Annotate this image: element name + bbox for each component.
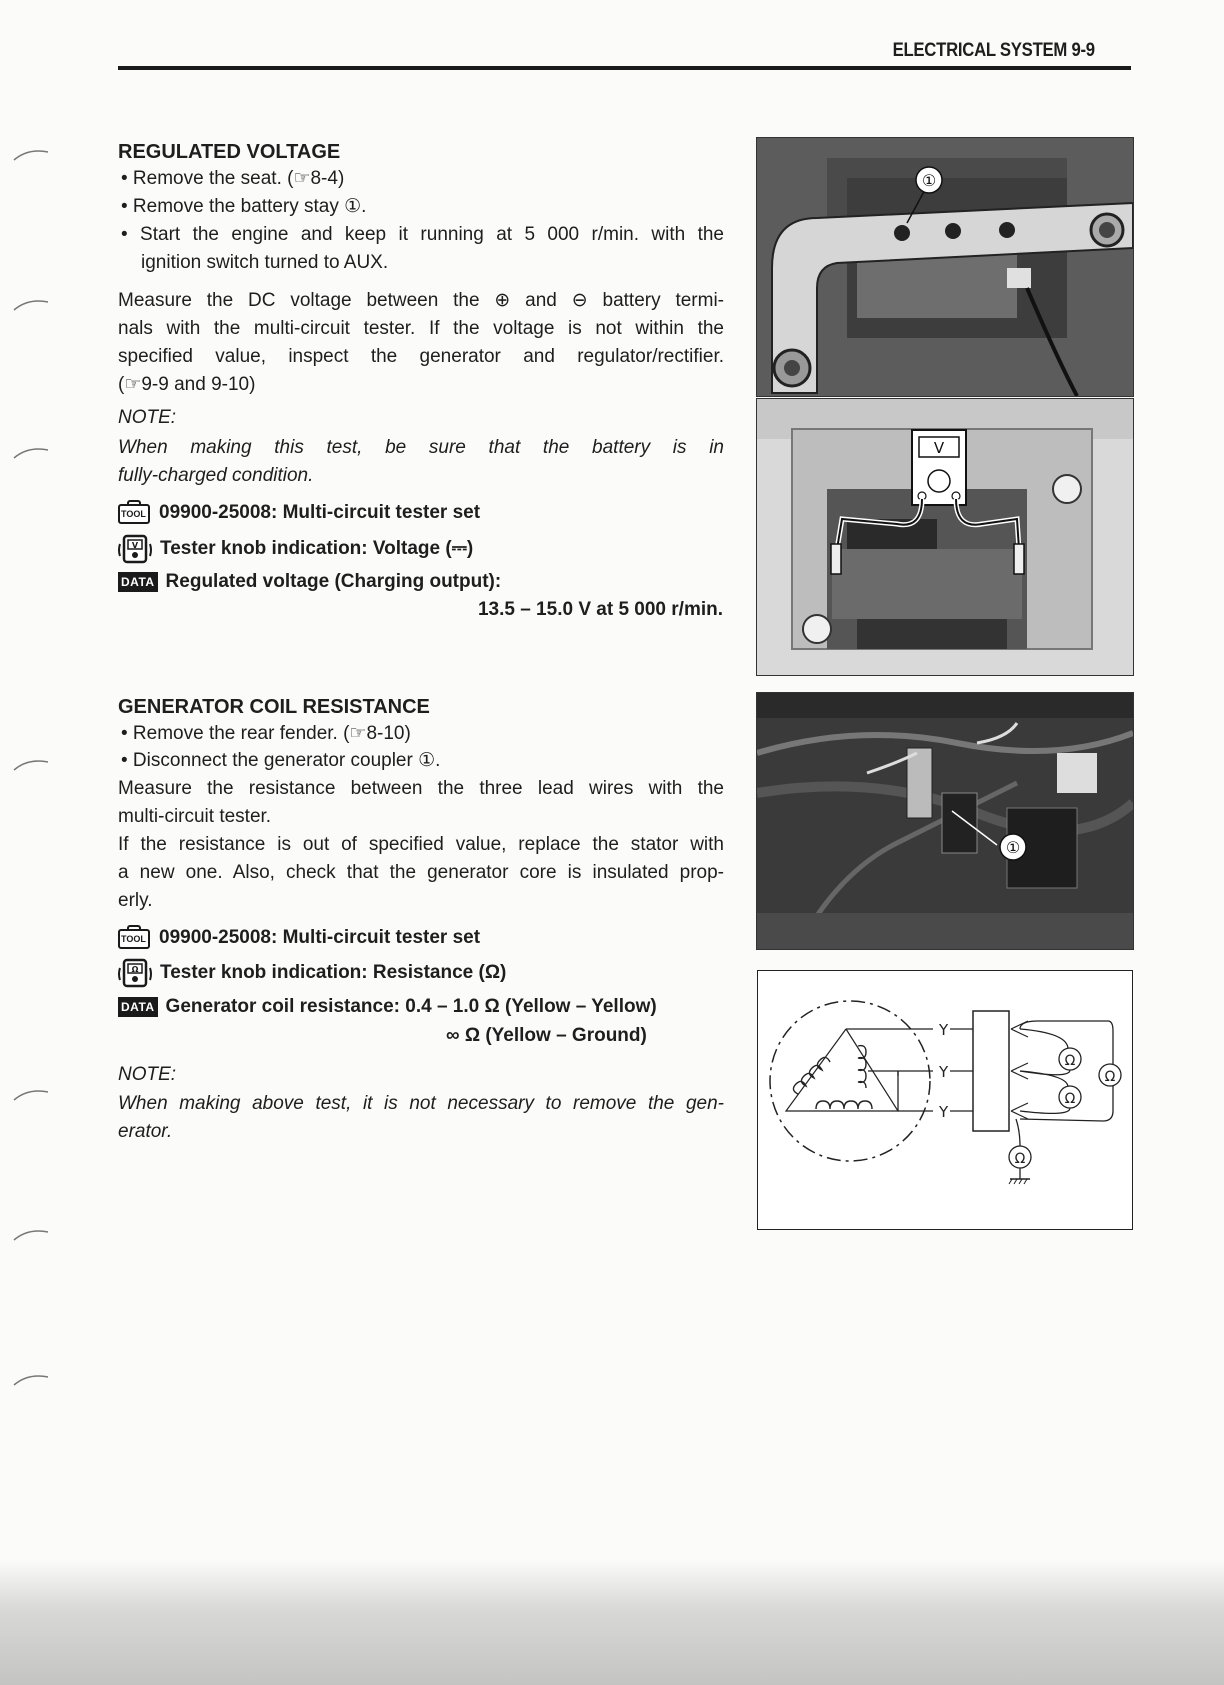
voltage-measure-photo bbox=[756, 398, 1134, 676]
margin-marks bbox=[0, 0, 60, 1400]
callout-1-photo3: ① bbox=[1005, 838, 1021, 857]
regulated-measure-1: Measure the DC voltage between the ⊕ and ⊖ battery termi- bbox=[118, 290, 724, 311]
generator-measure-1: Measure the resistance between the three lead wires with the bbox=[118, 778, 724, 799]
regulated-measure-2: nals with the multi-circuit tester. If the voltage is not within the bbox=[118, 318, 724, 339]
tool-icon: TOOL bbox=[118, 500, 152, 526]
regulated-tool-spec bbox=[118, 500, 480, 526]
regulated-note-label: NOTE: bbox=[118, 407, 177, 428]
svg-text:V: V bbox=[131, 541, 139, 550]
regulated-measure-4: (☞9-9 and 9-10) bbox=[118, 374, 256, 395]
tester-knob-icon bbox=[118, 534, 154, 564]
voltmeter-v-label: V bbox=[933, 439, 945, 457]
generator-measure-4: a new one. Also, check that the generator core is insulated prop- bbox=[118, 862, 724, 883]
generator-data-spec bbox=[118, 996, 657, 1018]
generator-coupler-photo bbox=[756, 692, 1134, 950]
generator-measure-2: multi-circuit tester. bbox=[118, 806, 272, 827]
regulated-knob-spec bbox=[118, 534, 473, 564]
wire-label-y-1: Y bbox=[939, 1021, 949, 1039]
generator-knob-text: Tester knob indication: Resistance (Ω) bbox=[160, 962, 507, 983]
regulated-bullet-3: • Start the engine and keep it running at 5 000 r/min. with the bbox=[121, 224, 724, 245]
generator-coil-title: GENERATOR COIL RESISTANCE bbox=[118, 696, 430, 718]
regulated-bullet-1: • Remove the seat. (☞8-4) bbox=[121, 168, 345, 189]
battery-stay-photo bbox=[756, 137, 1134, 397]
generator-bullet-1: • Remove the rear fender. (☞8-10) bbox=[121, 723, 411, 744]
wire-label-y-2: Y bbox=[939, 1063, 949, 1081]
generator-note-label: NOTE: bbox=[118, 1064, 177, 1085]
regulated-data-spec bbox=[118, 571, 501, 593]
regulated-data-value: 13.5 – 15.0 V at 5 000 r/min. bbox=[477, 599, 723, 620]
tool-icon: TOOL bbox=[118, 925, 152, 951]
ohm-symbol-3: Ω bbox=[1104, 1069, 1116, 1085]
scan-shadow bbox=[0, 1560, 1224, 1685]
svg-text:Ω: Ω bbox=[131, 965, 139, 974]
generator-data-value: ∞ Ω (Yellow – Ground) bbox=[446, 1025, 647, 1046]
regulated-measure-3: specified value, inspect the generator and regulator/rectifier. bbox=[118, 346, 724, 367]
regulated-bullet-3-cont: ignition switch turned to AUX. bbox=[141, 252, 389, 273]
regulated-note-line-2: fully-charged condition. bbox=[118, 465, 314, 486]
generator-bullet-2: • Disconnect the generator coupler ①. bbox=[121, 750, 441, 771]
regulated-tool-text: 09900-25008: Multi-circuit tester set bbox=[159, 502, 481, 523]
generator-note-line-1: When making above test, it is not necessary to remove the gen- bbox=[118, 1093, 724, 1114]
ohm-symbol-2: Ω bbox=[1064, 1091, 1076, 1107]
regulated-voltage-title: REGULATED VOLTAGE bbox=[118, 141, 341, 163]
generator-tool-spec bbox=[118, 925, 480, 951]
ohm-symbol-4: Ω bbox=[1014, 1151, 1026, 1167]
regulated-data-label: Regulated voltage (Charging output): bbox=[165, 571, 502, 592]
data-badge-icon: DATA bbox=[118, 572, 158, 592]
data-badge-icon: DATA bbox=[118, 997, 158, 1017]
generator-knob-spec bbox=[118, 958, 506, 988]
generator-tool-text: 09900-25008: Multi-circuit tester set bbox=[159, 927, 481, 948]
regulated-note-line-1: When making this test, be sure that the battery is in bbox=[118, 437, 724, 458]
generator-data-label: Generator coil resistance: 0.4 – 1.0 Ω (Yellow – Yellow) bbox=[165, 996, 657, 1017]
generator-measure-5: erly. bbox=[118, 890, 153, 911]
regulated-knob-text: Tester knob indication: Voltage (⎓) bbox=[160, 538, 474, 559]
tester-knob-icon bbox=[118, 958, 154, 988]
ohm-symbol-1: Ω bbox=[1064, 1053, 1076, 1069]
regulated-bullet-2: • Remove the battery stay ①. bbox=[121, 196, 367, 217]
callout-1-photo1: ① bbox=[921, 171, 937, 190]
generator-measure-3: If the resistance is out of specified value, replace the stator with bbox=[118, 834, 724, 855]
wire-label-y-3: Y bbox=[939, 1103, 949, 1121]
page-header-title: ELECTRICAL SYSTEM 9-9 bbox=[892, 40, 1095, 61]
generator-note-line-2: erator. bbox=[118, 1121, 173, 1142]
generator-coil-diagram bbox=[757, 970, 1133, 1230]
header-rule bbox=[118, 66, 1131, 70]
